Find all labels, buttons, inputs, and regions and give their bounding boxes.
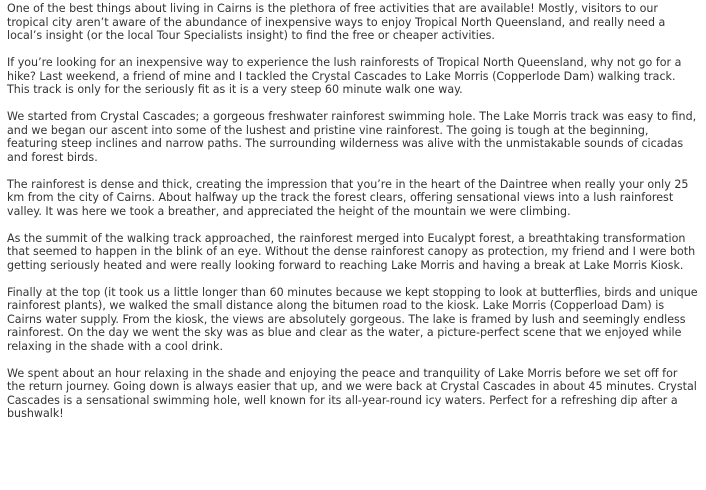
paragraph-hike: If you’re looking for an inexpensive way to experience the lush rainforests of Tropical North Queensland, why not go for a hike? Last weekend, a friend of mine and I tackled the Crystal Cascades to Lake Morris (Copperlode Dam) walking track. This track is only for the seriously fit as it is a very steep 60 minute walk one way.	[7, 56, 682, 96]
paragraph-summit: As the summit of the walking track approached, the rainforest merged into Eucalypt forest, a breathtaking transformation that seemed to happen in the blink of an eye. Without the dense rainforest canopy as protection, my friend and I were both getting seriously heated and were really looking forward to reaching Lake Morris and having a break at Lake Morris Kiosk.	[7, 231, 696, 272]
paragraph-start: We started from Crystal Cascades; a gorgeous freshwater rainforest swimming hole. The Lake Morris track was easy to find, and we began our ascent into some of the lushest and pristine vine rainforest. The going is tough at the beginning, featuring steep inclines and narrow paths. The surrounding wilderness was alive with the unmistakable sounds of cicadas and forest birds.	[7, 110, 697, 164]
paragraph-top: Finally at the top (it took us a little longer than 60 minutes because we kept stopping to look at butterflies, birds and unique rainforest plants), we walked the small distance along the bitumen road to the kiosk. Lake Morris (Copperload Dam) is Cairns water supply. From the kiosk, the views are absolutely gorgeous. The lake is framed by lush and seemingly endless rainforest. On the day we went the sky was as blue and clear as the water, a picture-perfect scene that we enjoyed while relaxing in the shade with a cool drink.	[7, 285, 698, 353]
paragraph-return: We spent about an hour relaxing in the shade and enjoying the peace and tranquility of Lake Morris before we set off for the return journey. Going down is always easier that up, and we were back at Crystal Cascades in about 45 minutes. Crystal Cascades is a sensational swimming hole, well known for its all-year-round icy waters. Perfect for a refreshing dip after a bushwalk!	[7, 366, 697, 420]
paragraph-rainforest: The rainforest is dense and thick, creating the impression that you’re in the heart of the Daintree when really your only 25 km from the city of Cairns. About halfway up the track the forest clears, offering sensational views into a lush rainforest valley. It was here we took a breather, and appreciated the height of the mountain we were climbing.	[7, 177, 689, 218]
paragraph-intro: One of the best things about living in Cairns is the plethora of free activities that are available! Mostly, visitors to our tropical city aren’t aware of the abundance of inexpensive ways to enjoy Tropical North Queensland, and really need a local’s insight (or the local Tour Specialists insight) to find the free or cheaper activities.	[7, 2, 666, 42]
